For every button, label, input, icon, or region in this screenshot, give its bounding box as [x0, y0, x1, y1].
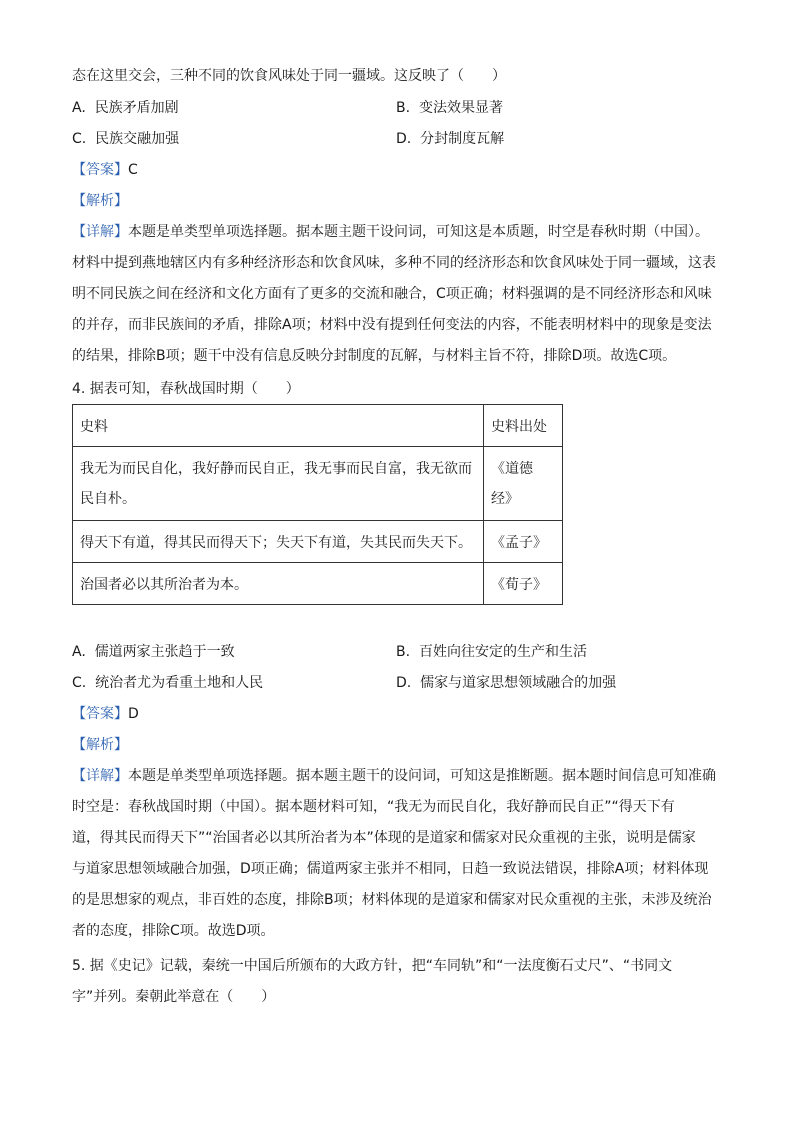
q3-option-a [72, 98, 179, 118]
option-letter: C. [72, 675, 87, 691]
detail-line: 【详解】本题是单类型单项选择题。据本题主题干的设问词，可知这是推断题。据本题时间信息可知准确 [72, 768, 716, 784]
option-letter: D. [396, 675, 412, 691]
option-letter: D. [396, 131, 412, 147]
option-letter: C. [72, 131, 87, 147]
detail-line: 【详解】本题是单类型单项选择题。据本题主题干设问词，可知这是本质题，时空是春秋时期（中国）。 [72, 224, 709, 240]
detail-line: 的结果，排除B项；题干中没有信息反映分封制度的瓦解，与材料主旨不符，排除D项。故选C项。 [72, 348, 677, 364]
table-cell-text: 得天下有道，得其民而得天下；失天下有道，失其民而失天下。 [73, 521, 484, 563]
header-cell-source-text: 史料 [73, 405, 484, 447]
option-text: 百姓向往安定的生产和生活 [418, 644, 587, 660]
table-cell-text: 治国者必以其所治者为本。 [73, 563, 484, 605]
detail-line: 明不同民族之间在经济和文化方面有了更多的交流和融合，C项正确；材料强调的是不同经济形态和风味 [72, 286, 712, 302]
q3-option-b [396, 98, 503, 118]
q3-answer [72, 160, 722, 180]
answer-tag: 【答案】 [72, 162, 128, 178]
table-cell-origin: 《荀子》 [484, 563, 563, 605]
q4-detail [72, 761, 722, 947]
q3-detail [72, 217, 722, 372]
q4-option-c [72, 673, 263, 693]
option-text: 民族矛盾加剧 [94, 100, 179, 116]
stem-line: 字”并列。秦朝此举意在（ ） [72, 989, 276, 1005]
option-text: 儒道两家主张趋于一致 [94, 644, 235, 660]
q4-option-a [72, 642, 235, 662]
q3-option-c [72, 129, 179, 149]
detail-line: 材料中提到燕地辖区内有多种经济形态和饮食风味，多种不同的经济形态和饮食风味处于同一疆域，这表 [72, 255, 716, 271]
table-row [73, 563, 563, 605]
option-letter: B. [396, 644, 411, 660]
table-header-row [73, 405, 563, 447]
q4-stem: 4. 据表可知，春秋战国时期（ ） [72, 381, 300, 397]
source-table [72, 404, 563, 605]
option-text: 儒家与道家思想领域融合的加强 [420, 675, 617, 691]
table-cell-text: 我无为而民自化，我好静而民自正，我无事而民自富，我无欲而 民自朴。 [73, 447, 484, 521]
stem-line: 5. 据《史记》记载，秦统一中国后所颁布的大政方针，把“车同轨”和“一法度衡石丈尺”、“书同文 [72, 958, 673, 974]
q3-stem-tail: 态在这里交会，三种不同的饮食风味处于同一疆域。这反映了（ ） [72, 68, 506, 84]
table-cell-origin: 《道德 经》 [484, 447, 563, 521]
detail-line: 与道家思想领域融合加强，D项正确；儒道两家主张并不相同，日趋一致说法错误，排除A项；材料体现 [72, 861, 709, 877]
q3-option-d [396, 129, 504, 149]
detail-tag: 【详解】 [72, 768, 128, 784]
q4-answer [72, 704, 722, 724]
option-text: 分封制度瓦解 [420, 131, 505, 147]
header-cell-source-origin: 史料出处 [484, 405, 563, 447]
detail-line: 者的态度，排除C项。故选D项。 [72, 923, 275, 939]
table-row [73, 521, 563, 563]
detail-line: 时空是：春秋战国时期（中国）。据本题材料可知，“我无为而民自化，我好静而民自正”“得天下有 [72, 799, 675, 815]
answer-tag: 【答案】 [72, 706, 128, 722]
table-row [73, 447, 563, 521]
option-letter: A. [72, 100, 86, 116]
option-letter: A. [72, 644, 86, 660]
option-text: 民族交融加强 [95, 131, 180, 147]
detail-line: 道，得其民而得天下”“治国者必以其所治者为本”体现的是道家和儒家对民众重视的主张，说明是儒家 [72, 830, 696, 846]
q5-stem [72, 951, 722, 1013]
answer-value: C [128, 162, 138, 178]
q4-option-d [396, 673, 616, 693]
q3-analysis-tag: 【解析】 [72, 193, 128, 209]
option-letter: B. [396, 100, 411, 116]
q4-option-b [396, 642, 587, 662]
detail-line: 的并存，而非民族间的矛盾，排除A项；材料中没有提到任何变法的内容，不能表明材料中的现象是变法 [72, 317, 712, 333]
detail-tag: 【详解】 [72, 224, 128, 240]
q4-analysis-tag: 【解析】 [72, 737, 128, 753]
detail-line: 的是思想家的观点，非百姓的态度，排除B项；材料体现的是道家和儒家对民众重视的主张，未涉及统治 [72, 892, 712, 908]
option-text: 变法效果显著 [418, 100, 503, 116]
answer-value: D [128, 706, 139, 722]
table-cell-origin: 《孟子》 [484, 521, 563, 563]
option-text: 统治者尤为看重土地和人民 [95, 675, 264, 691]
